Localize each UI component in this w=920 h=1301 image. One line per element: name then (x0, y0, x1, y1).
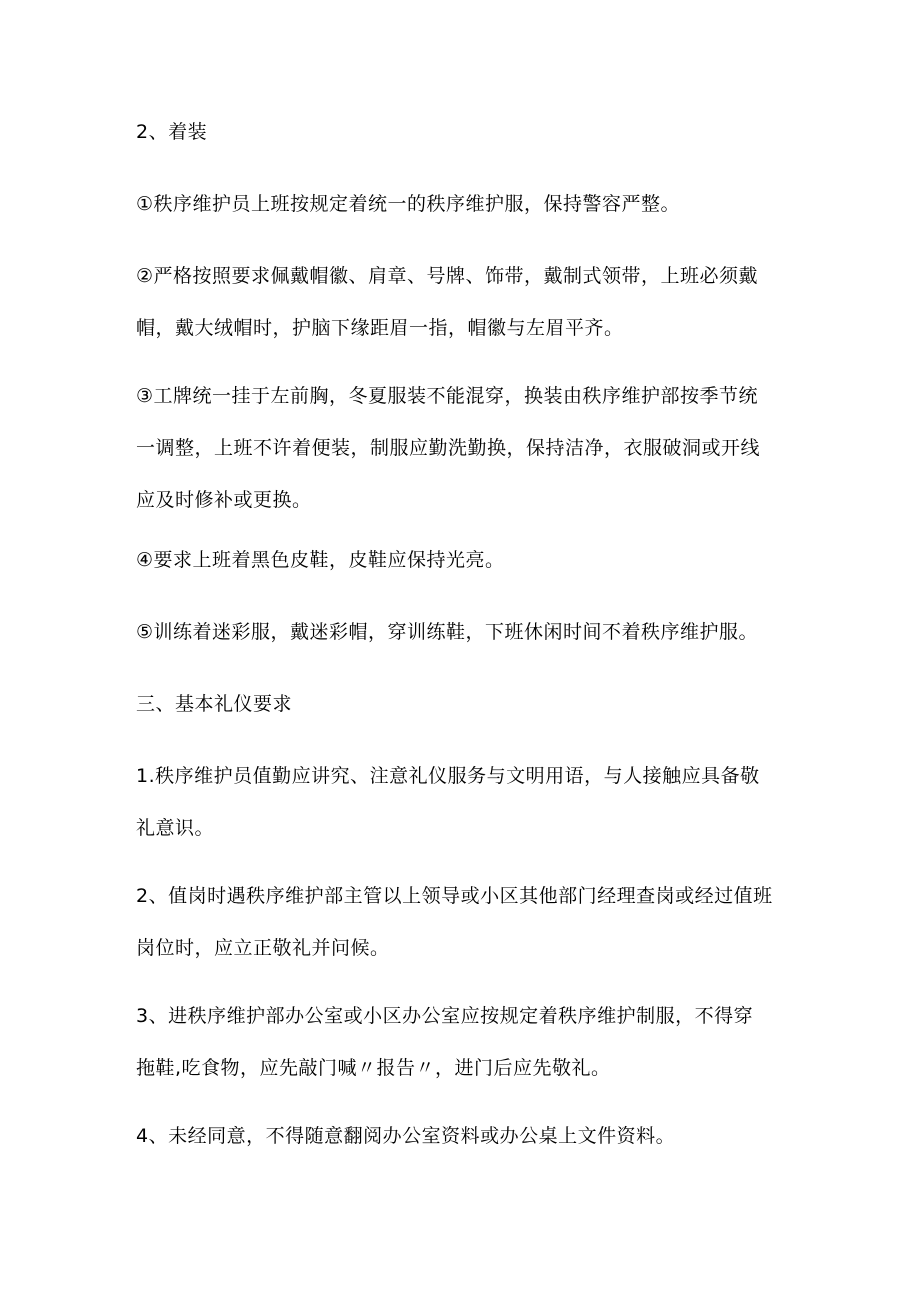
paragraph-etiquette-1: 1.秩序维护员值勤应讲究、注意礼仪服务与文明用语，与人接触应具备敬 礼意识。 (136, 765, 760, 839)
paragraph-dress-3: ③工牌统一挂于左前胸，冬夏服装不能混穿，换装由秩序维护部按季节统 一调整，上班不许着便装，制服应勤洗勤换，保持洁净，衣服破洞或开线 应及时修补或更换。 (136, 385, 761, 511)
section-heading-etiquette: 三、基本礼仪要求 (136, 693, 293, 715)
paragraph-dress-2: ②严格按照要求佩戴帽徽、肩章、号牌、饰带，戴制式领带，上班必须戴 帽，戴大绒帽时，护脑下缘距眉一指，帽徽与左眉平齐。 (136, 265, 759, 339)
paragraph-dress-5: ⑤训练着迷彩服，戴迷彩帽，穿训练鞋，下班休闲时间不着秩序维护服。 (136, 621, 759, 643)
section-heading-dress: 2、着装 (136, 121, 208, 143)
paragraph-etiquette-4: 4、未经同意，不得随意翻阅办公室资料或办公桌上文件资料。 (136, 1125, 676, 1147)
paragraph-dress-1: ①秩序维护员上班按规定着统一的秩序维护服，保持警容严整。 (136, 193, 681, 215)
paragraph-etiquette-2: 2、值岗时遇秩序维护部主管以上领导或小区其他部门经理查岗或经过值班 岗位时，应立正敬礼并问候。 (136, 885, 773, 959)
paragraph-dress-4: ④要求上班着黑色皮鞋，皮鞋应保持光亮。 (136, 549, 505, 571)
paragraph-etiquette-3: 3、进秩序维护部办公室或小区办公室应按规定着秩序维护制服，不得穿 拖鞋,吃食物，应先敲门喊〃报告〃，进门后应先敬礼。 (136, 1005, 754, 1079)
